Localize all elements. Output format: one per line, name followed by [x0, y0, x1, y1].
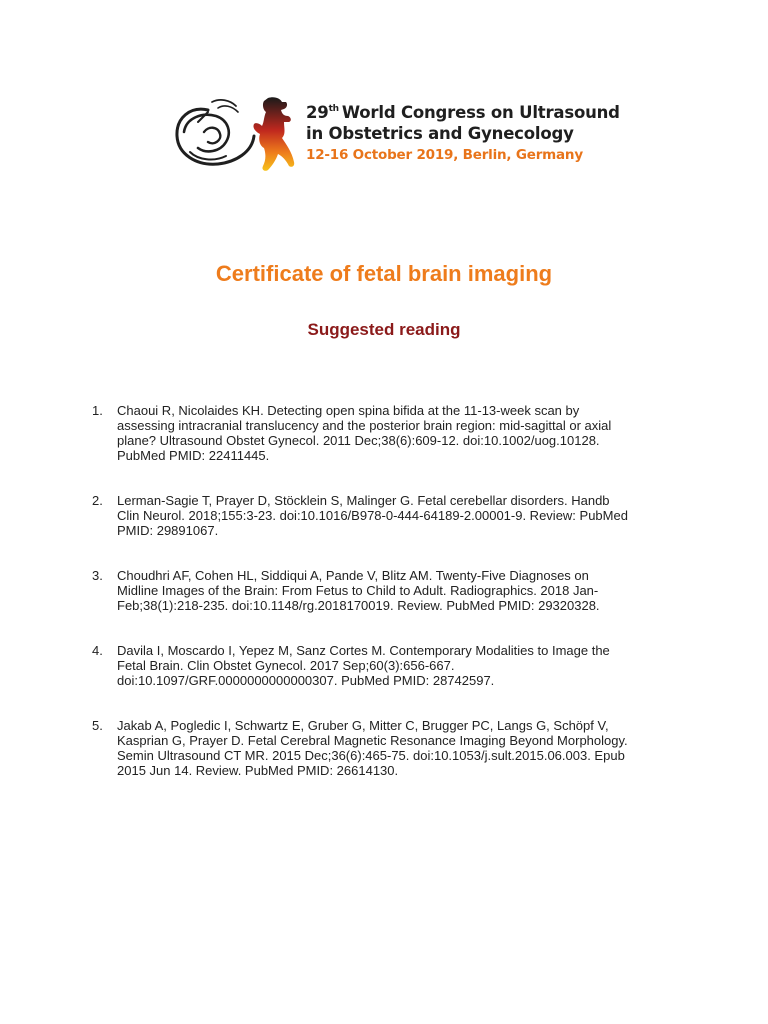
page-subtitle: Suggested reading [307, 320, 461, 339]
ordinal-number: 29 [306, 103, 329, 122]
reference-text-line: Kasprian G, Prayer D. Fetal Cerebral Magnetic Resonance Imaging Beyond Morphology. [117, 733, 628, 748]
reference-text-line: Fetal Brain. Clin Obstet Gynecol. 2017 Sep;60(3):656-667. [117, 658, 455, 673]
reference-number: 5. [92, 718, 103, 733]
reference-number: 1. [92, 403, 103, 418]
reference-list [92, 403, 692, 778]
reference-item [92, 493, 692, 538]
congress-title-line2: in Obstetrics and Gynecology [306, 124, 574, 143]
reference-text-line: Davila I, Moscardo I, Yepez M, Sanz Cortes M. Contemporary Modalities to Image the [117, 643, 610, 658]
reference-text-line: plane? Ultrasound Obstet Gynecol. 2011 Dec;38(6):609-12. doi:10.1002/uog.10128. [117, 433, 600, 448]
ordinal-suffix: th [328, 104, 339, 114]
congress-header [168, 92, 620, 176]
reference-item [92, 403, 692, 463]
reference-number: 4. [92, 643, 103, 658]
congress-title-block [306, 102, 620, 166]
reference-number: 2. [92, 493, 103, 508]
reference-text-line: Chaoui R, Nicolaides KH. Detecting open spina bifida at the 11-13-week scan by [117, 403, 580, 418]
fetus-and-berlin-bear-logo-icon [168, 92, 300, 176]
reference-item [92, 718, 692, 778]
reference-text-line: assessing intracranial translucency and the posterior brain region: mid-sagittal or axial [117, 418, 612, 433]
reference-number: 3. [92, 568, 103, 583]
congress-date-location: 12-16 October 2019, Berlin, Germany [306, 147, 583, 163]
reference-text-line: Feb;38(1):218-235. doi:10.1148/rg.2018170019. Review. PubMed PMID: 29320328. [117, 598, 600, 613]
reference-item [92, 568, 692, 613]
reference-text-line: Lerman-Sagie T, Prayer D, Stöcklein S, Malinger G. Fetal cerebellar disorders. Handb [117, 493, 610, 508]
reference-text-line: 2015 Jun 14. Review. PubMed PMID: 26614130. [117, 763, 399, 778]
reference-text-line: Clin Neurol. 2018;155:3-23. doi:10.1016/B978-0-444-64189-2.00001-9. Review: PubMed [117, 508, 628, 523]
reference-text-line: Midline Images of the Brain: From Fetus to Child to Adult. Radiographics. 2018 Jan- [117, 583, 599, 598]
reference-text-line: Semin Ultrasound CT MR. 2015 Dec;36(6):465-75. doi:10.1053/j.sult.2015.06.003. Epub [117, 748, 625, 763]
congress-title-rest: World Congress on Ultrasound [341, 103, 620, 122]
reference-text-line: Choudhri AF, Cohen HL, Siddiqui A, Pande V, Blitz AM. Twenty-Five Diagnoses on [117, 568, 589, 583]
page-title: Certificate of fetal brain imaging [215, 261, 553, 286]
congress-title-line1 [306, 102, 620, 123]
reference-text-line: PubMed PMID: 22411445. [117, 448, 270, 463]
reference-text-line: doi:10.1097/GRF.0000000000000307. PubMed PMID: 28742597. [117, 673, 495, 688]
reference-text-line: PMID: 29891067. [117, 523, 219, 538]
reference-item [92, 643, 692, 688]
reference-text-line: Jakab A, Pogledic I, Schwartz E, Gruber G, Mitter C, Brugger PC, Langs G, Schöpf V, [117, 718, 609, 733]
